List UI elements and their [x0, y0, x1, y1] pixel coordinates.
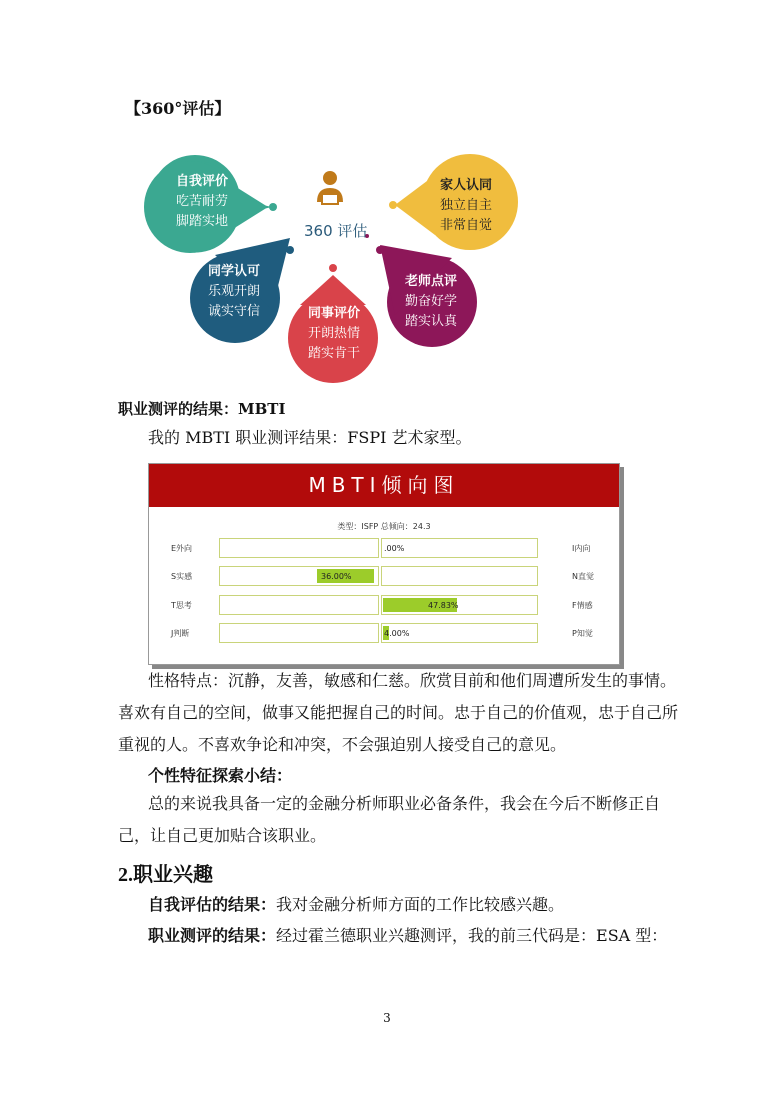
self-title: 自我评价	[176, 174, 229, 189]
self-line-1: 吃苦耐劳	[176, 194, 229, 209]
family-line-2: 非常自觉	[440, 218, 493, 233]
traits-line-3: 重视的人。不喜欢争论和冲突，不会强迫别人接受自己的意见。	[118, 735, 567, 754]
mbti-section-label: 职业测评的结果：MBTI	[118, 400, 286, 418]
classmates-title: 同学认可	[208, 264, 261, 279]
mbti-right-track	[381, 538, 538, 558]
summary-line-2: 己，让自己更加贴合该职业。	[118, 826, 327, 845]
mbti-row	[149, 595, 619, 615]
teacher-title: 老师点评	[405, 274, 458, 289]
mbti-row-right-label: I内向	[572, 544, 591, 553]
mbti-left-track	[219, 538, 379, 558]
mbti-left-track	[219, 623, 379, 643]
mbti-bar-label: 36.00%	[321, 572, 352, 581]
classmates-bubble	[208, 262, 260, 322]
classmates-line-1: 乐观开朗	[208, 284, 261, 299]
mbti-row	[149, 566, 619, 586]
mbti-row-left-label: S实感	[171, 572, 193, 581]
self-line-2: 脚踏实地	[176, 214, 229, 229]
self-assessment-text: 我对金融分析师方面的工作比较感兴趣。	[276, 895, 565, 914]
traits-line-2: 喜欢有自己的空间，做事又能把握自己的时间。忠于自己的价值观，忠于自己所	[118, 703, 679, 722]
center-label: 360 评估	[304, 222, 368, 240]
colleague-bubble	[308, 304, 360, 364]
mbti-chart-title: MBTI倾向图	[149, 464, 619, 507]
test-result-text: 经过霍兰德职业兴趣测评，我的前三代码是：ESA 型：	[276, 926, 668, 945]
heading-360: 【360°评估】	[125, 99, 231, 118]
colleague-line-1: 开朗热情	[308, 326, 361, 341]
mbti-row	[149, 623, 619, 643]
family-bubble	[440, 176, 492, 236]
assessment-360-figure	[140, 150, 530, 390]
self-assessment-result	[148, 889, 564, 920]
mbti-right-track	[381, 566, 538, 586]
colleague-title: 同事评价	[308, 306, 361, 321]
mbti-row-left-label: J判断	[171, 629, 190, 638]
mbti-row-left-label: E外向	[171, 544, 193, 553]
mbti-left-track	[219, 595, 379, 615]
mbti-bar-label: 47.83%	[428, 601, 459, 610]
mbti-result-text: 我的 MBTI 职业测评结果：FSPI 艺术家型。	[148, 428, 472, 447]
traits-line-1: 性格特点：沉静，友善，敏感和仁慈。欣赏目前和他们周遭所发生的事情。	[148, 671, 677, 690]
section-2-heading: 2.职业兴趣	[118, 864, 213, 886]
summary-heading: 个性特征探索小结：	[148, 766, 293, 785]
teacher-bubble	[405, 272, 457, 332]
mbti-row-right-label: P知觉	[572, 629, 593, 638]
summary-line-1: 总的来说我具备一定的金融分析师职业必备条件，我会在今后不断修正自	[148, 794, 661, 813]
self-evaluation-bubble	[176, 172, 228, 232]
mbti-chart	[148, 463, 620, 665]
mbti-bar-label: .00%	[384, 544, 405, 553]
mbti-row-right-label: N直觉	[572, 572, 594, 581]
mbti-row-left-label: T思考	[171, 601, 192, 610]
person-icon	[317, 171, 343, 204]
mbti-row-right-label: F情感	[572, 601, 593, 610]
classmates-line-2: 诚实守信	[208, 304, 261, 319]
family-title: 家人认同	[440, 178, 493, 193]
mbti-right-track	[381, 595, 538, 615]
mbti-right-track	[381, 623, 538, 643]
mbti-row	[149, 538, 619, 558]
test-result	[148, 920, 667, 951]
colleague-line-2: 踏实肯干	[308, 346, 361, 361]
family-line-1: 独立自主	[440, 198, 493, 213]
mbti-bar-label: 4.00%	[384, 629, 410, 638]
teacher-line-1: 勤奋好学	[405, 294, 458, 309]
page-number: 3	[383, 1011, 391, 1025]
teacher-line-2: 踏实认真	[405, 314, 458, 329]
mbti-left-track	[219, 566, 379, 586]
self-assessment-label: 自我评估的结果：	[148, 895, 277, 914]
test-result-label: 职业测评的结果：	[148, 926, 277, 945]
mbti-chart-subtitle: 类型：ISFP 总倾向：24.3	[337, 522, 431, 531]
